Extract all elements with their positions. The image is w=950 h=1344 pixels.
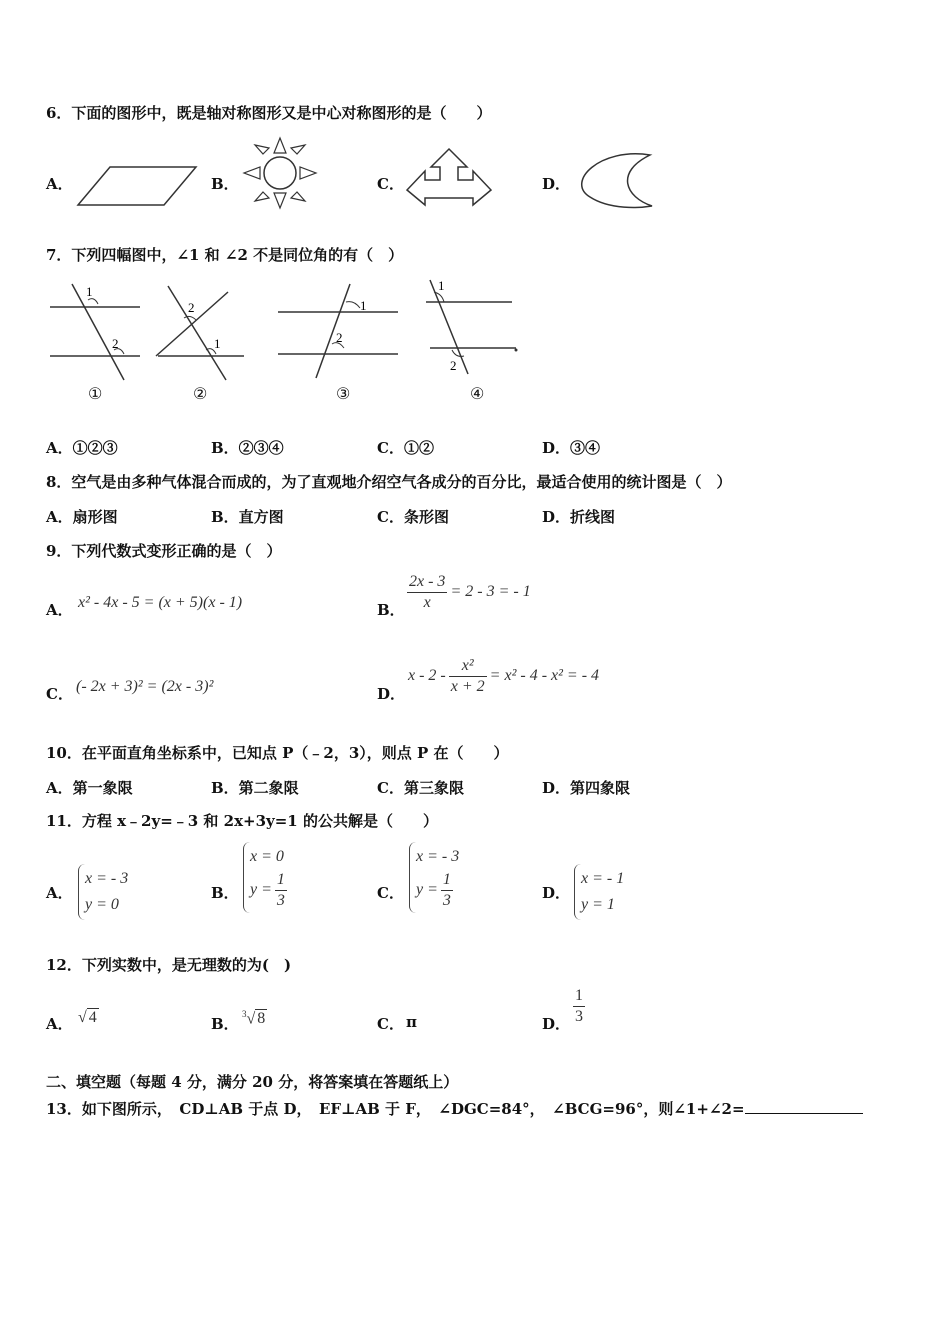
q10-option-d[interactable]: D．第四象限 bbox=[542, 779, 631, 797]
q9-option-a-label[interactable]: A． bbox=[46, 601, 73, 619]
q11-option-b-system: x = 0 y = $\frac{1}{3}$ bbox=[243, 842, 290, 913]
q7-option-d[interactable]: D．③④ bbox=[542, 439, 601, 457]
q11-option-c-label[interactable]: C． bbox=[377, 884, 404, 902]
figure-1-angle-1: 1 bbox=[86, 284, 93, 299]
q11-option-a-label[interactable]: A． bbox=[46, 884, 73, 902]
q11-option-a-system: x = - 3 y = 0 bbox=[78, 864, 128, 920]
q7-option-c[interactable]: C．①② bbox=[377, 439, 434, 457]
q9-option-c-expr: (- 2x + 3)² = (2x - 3)² bbox=[76, 678, 214, 695]
q9-b-rest: = 2 - 3 = - 1 bbox=[450, 583, 531, 601]
q8-option-a[interactable]: A．扇形图 bbox=[46, 508, 118, 526]
q13-answer-blank[interactable] bbox=[745, 1099, 863, 1114]
q7-option-b[interactable]: B．②③④ bbox=[211, 439, 284, 457]
q9-option-a-expr: x² - 4x - 5 = (x + 5)(x - 1) bbox=[78, 594, 243, 611]
q13-stem: 13．如下图所示， CD⊥AB 于点 D， EF⊥AB 于 F， ∠DGC=84°， ∠BCG=96°，则∠1+∠2= bbox=[46, 1098, 863, 1119]
q6-option-d-label[interactable]: D． bbox=[542, 175, 571, 193]
parallelogram-figure bbox=[76, 165, 198, 207]
sun-figure bbox=[241, 136, 319, 210]
q9-stem: 9．下列代数式变形正确的是（ ） bbox=[46, 542, 282, 560]
q12-option-c-pi: π bbox=[406, 1013, 417, 1031]
q9-d-numerator: x² bbox=[449, 656, 487, 677]
figure-4-angle-2: 2 bbox=[450, 358, 457, 373]
q6-option-c-label[interactable]: C． bbox=[377, 175, 404, 193]
q9-b-numerator: 2x - 3 bbox=[407, 572, 447, 593]
figure-3 bbox=[276, 282, 402, 382]
q11-option-d-label[interactable]: D． bbox=[542, 884, 571, 902]
crescent-figure bbox=[570, 152, 656, 210]
figure-3-caption: ③ bbox=[336, 384, 351, 403]
figure-4 bbox=[424, 278, 520, 378]
q9-option-d-label[interactable]: D． bbox=[377, 685, 406, 703]
q9-b-denominator: x bbox=[423, 594, 431, 611]
q12-stem: 12．下列实数中，是无理数的为( ) bbox=[46, 956, 292, 974]
q9-d-left: x - 2 - bbox=[408, 667, 446, 685]
figure-3-angle-1: 1 bbox=[360, 298, 367, 313]
figure-1-angle-2: 2 bbox=[112, 336, 119, 351]
q6-stem: 6．下面的图形中，既是轴对称图形又是中心对称图形的是（ ） bbox=[46, 104, 492, 122]
q12-option-b-cuberoot: $^3$√ 8 bbox=[242, 1009, 266, 1028]
q6-option-b-label[interactable]: B． bbox=[211, 175, 239, 193]
q11-option-c-system: x = - 3 y = $\frac{1}{3}$ bbox=[409, 842, 459, 913]
q10-option-a[interactable]: A．第一象限 bbox=[46, 779, 133, 797]
q7-stem: 7．下列四幅图中，∠1 和 ∠2 不是同位角的有（ ） bbox=[46, 246, 404, 264]
q12-option-d-fraction: $\frac{1}{3}$ bbox=[575, 987, 583, 1025]
figure-4-caption: ④ bbox=[470, 384, 485, 403]
figure-1-caption: ① bbox=[88, 384, 103, 403]
q9-option-c-label[interactable]: C． bbox=[46, 685, 73, 703]
figure-1 bbox=[48, 282, 144, 382]
q11-option-d-system: x = - 1 y = 1 bbox=[574, 864, 624, 920]
q12-option-d-label[interactable]: D． bbox=[542, 1015, 571, 1033]
arrows-figure bbox=[405, 147, 493, 207]
figure-2-caption: ② bbox=[193, 384, 208, 403]
q10-stem: 10．在平面直角坐标系中，已知点 P（﹣2，3），则点 P 在（ ） bbox=[46, 744, 509, 762]
figure-3-angle-2: 2 bbox=[336, 330, 343, 345]
q12-option-b-label[interactable]: B． bbox=[211, 1015, 239, 1033]
q8-option-b[interactable]: B．直方图 bbox=[211, 508, 284, 526]
q9-option-b-label[interactable]: B． bbox=[377, 601, 405, 619]
q10-option-c[interactable]: C．第三象限 bbox=[377, 779, 464, 797]
q12-option-a-sqrt: √ 4 bbox=[78, 1009, 97, 1026]
q9-d-denominator: x + 2 bbox=[450, 678, 485, 695]
q10-option-b[interactable]: B．第二象限 bbox=[211, 779, 299, 797]
figure-4-angle-1: 1 bbox=[438, 278, 445, 293]
q9-d-rest: = x² - 4 - x² = - 4 bbox=[489, 667, 600, 685]
q8-option-c[interactable]: C．条形图 bbox=[377, 508, 449, 526]
q9-option-d-expr bbox=[408, 656, 599, 697]
q12-option-a-label[interactable]: A． bbox=[46, 1015, 73, 1033]
q11-stem: 11．方程 x﹣2y=﹣3 和 2x+3y=1 的公共解是（ ） bbox=[46, 812, 438, 830]
figure-2-angle-2: 2 bbox=[188, 300, 195, 315]
figure-2-angle-1: 1 bbox=[214, 336, 221, 351]
q7-option-a[interactable]: A．①②③ bbox=[46, 439, 118, 457]
q11-option-b-label[interactable]: B． bbox=[211, 884, 239, 902]
q12-option-c-label[interactable]: C． bbox=[377, 1015, 404, 1033]
q8-option-d[interactable]: D．折线图 bbox=[542, 508, 616, 526]
q6-option-a-label[interactable]: A． bbox=[46, 175, 73, 193]
figure-2 bbox=[156, 284, 248, 382]
q9-option-b-expr bbox=[404, 572, 531, 613]
q8-stem: 8．空气是由多种气体混合而成的，为了直观地介绍空气各成分的百分比，最适合使用的统计图是（ ） bbox=[46, 473, 732, 491]
section2-title: 二、填空题（每题 4 分，满分 20 分，将答案填在答题纸上） bbox=[46, 1073, 459, 1091]
